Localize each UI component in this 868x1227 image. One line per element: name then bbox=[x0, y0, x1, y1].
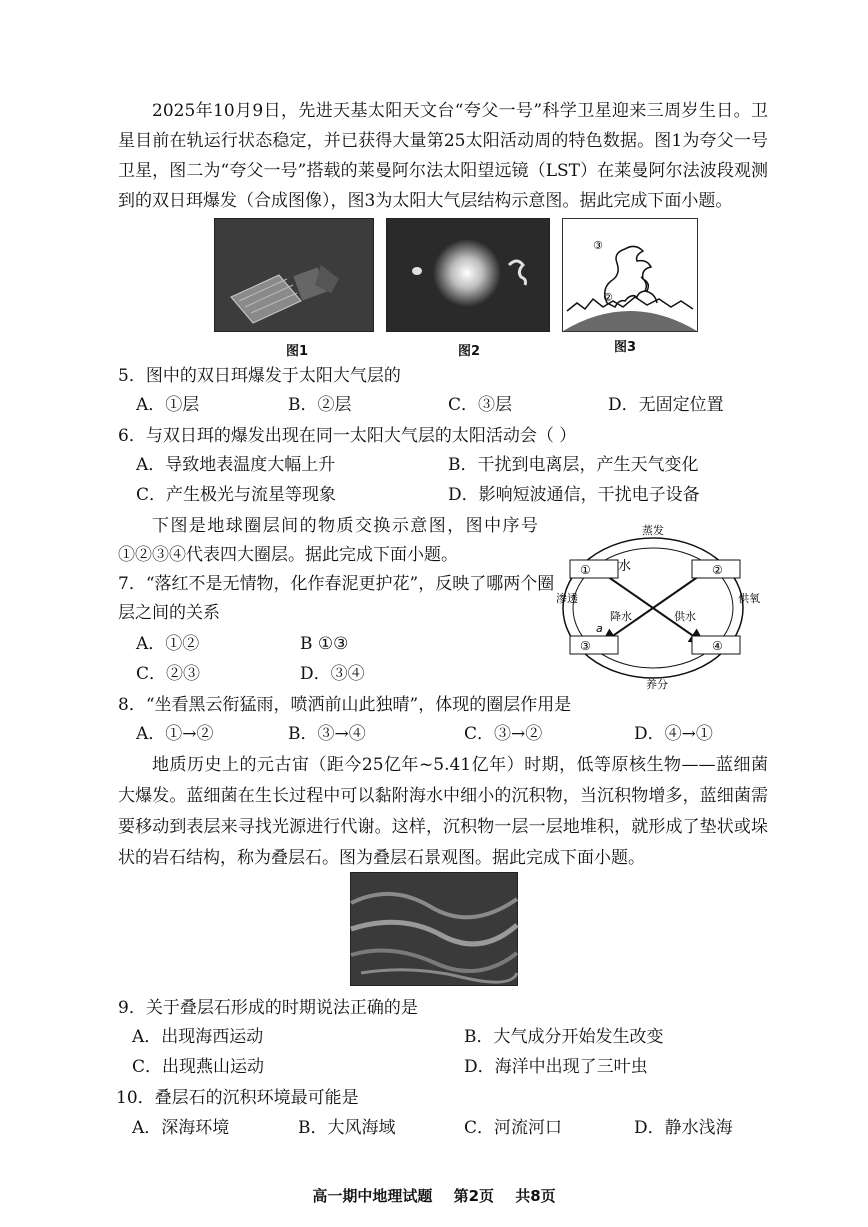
label-water-mark: 水 bbox=[618, 559, 632, 574]
q8-option-b[interactable]: B．③→④ bbox=[288, 724, 366, 744]
question-6-stem: 6．与双日珥的爆发出现在同一太阳大气层的太阳活动会（ ） bbox=[118, 426, 577, 446]
label-precipitation: 降水 bbox=[610, 610, 632, 623]
satellite-icon bbox=[215, 219, 373, 331]
label-infiltration: 渗透 bbox=[556, 592, 578, 605]
node-1-label: ① bbox=[580, 563, 591, 577]
q10-option-d[interactable]: D．静水浅海 bbox=[634, 1118, 733, 1138]
label-water-supply: 供水 bbox=[674, 610, 696, 623]
q10-option-a[interactable]: A．深海环境 bbox=[132, 1118, 230, 1138]
figure-3-solar-atmosphere-diagram bbox=[562, 218, 698, 332]
q7-option-a[interactable]: A．①② bbox=[136, 634, 200, 654]
q6-option-b[interactable]: B．干扰到电离层，产生天气变化 bbox=[448, 455, 699, 475]
q10-option-b[interactable]: B．大风海域 bbox=[298, 1118, 396, 1138]
question-5-stem: 5．图中的双日珥爆发于太阳大气层的 bbox=[118, 366, 401, 386]
q7-option-c[interactable]: C．②③ bbox=[136, 664, 201, 684]
node-4-label: ④ bbox=[712, 639, 723, 653]
fig3-label-3: ③ bbox=[593, 239, 603, 252]
question-10-stem: 10．叠层石的沉积环境最可能是 bbox=[116, 1088, 359, 1108]
node-3-label: ③ bbox=[580, 639, 591, 653]
q5-option-b[interactable]: B．②层 bbox=[288, 395, 352, 415]
stromatolite-photo bbox=[350, 872, 518, 986]
figure-1-caption: 图1 bbox=[286, 344, 309, 359]
q5-option-d[interactable]: D．无固定位置 bbox=[608, 395, 724, 415]
q10-option-c[interactable]: C．河流河口 bbox=[464, 1118, 563, 1138]
q7-option-d[interactable]: D．③④ bbox=[300, 664, 365, 684]
figure-2-prominence-image bbox=[386, 218, 550, 332]
q8-option-c[interactable]: C．③→② bbox=[464, 724, 543, 744]
footer-total-pages: 共8页 bbox=[515, 1187, 556, 1205]
intro-paragraph-spheres: 下图是地球圈层间的物质交换示意图，图中序号①②③④代表四大圈层。据此完成下面小题。 bbox=[118, 516, 538, 565]
footer-page-number: 第2页 bbox=[453, 1187, 494, 1205]
q8-option-a[interactable]: A．①→② bbox=[136, 724, 214, 744]
q6-option-a[interactable]: A．导致地表温度大幅上升 bbox=[136, 455, 336, 475]
fig3-label-2: ② bbox=[603, 291, 613, 304]
label-nutrients: 养分 bbox=[646, 678, 668, 691]
q5-option-a[interactable]: A．①层 bbox=[136, 395, 200, 415]
sphere-exchange-diagram bbox=[552, 522, 760, 694]
page-footer bbox=[0, 1185, 868, 1206]
q9-option-c[interactable]: C．出现燕山运动 bbox=[132, 1057, 265, 1077]
node-2-label: ② bbox=[712, 563, 723, 577]
question-7-stem-line-2: 层之间的关系 bbox=[118, 603, 220, 623]
q9-option-a[interactable]: A．出现海西运动 bbox=[132, 1027, 264, 1047]
figure-1-satellite-photo bbox=[214, 218, 374, 332]
question-7-stem-line-1: 7．“落红不是无情物，化作春泥更护花”，反映了哪两个圈 bbox=[118, 574, 555, 594]
q9-option-b[interactable]: B．大气成分开始发生改变 bbox=[464, 1027, 664, 1047]
intro-paragraph-stromatolite: 地质历史上的元古宙（距今25亿年~5.41亿年）时期，低等原核生物——蓝细菌大爆发。蓝细菌在生长过程中可以黏附海水中细小的沉积物，当沉积物增多，蓝细菌需要移动到表层来寻找光源进行代谢。这样，沉积物一层一层地堆积，就形成了垫状或垛状的岩石结构，称为叠层石。图为叠层石景观图。据此完成下面小题。 bbox=[118, 755, 768, 868]
question-8-stem: 8．“坐看黑云衔猛雨，喷洒前山此独晴”，体现的圈层作用是 bbox=[118, 695, 572, 715]
figure-3-caption: 图3 bbox=[614, 340, 637, 355]
figure-2-caption: 图2 bbox=[458, 344, 481, 359]
label-a-mark: a bbox=[596, 622, 603, 635]
q9-option-d[interactable]: D．海洋中出现了三叶虫 bbox=[464, 1057, 648, 1077]
intro-paragraph-solar: 2025年10月9日，先进天基太阳天文台“夸父一号”科学卫星迎来三周岁生日。卫星目前在轨运行状态稳定，并已获得大量第25太阳活动周的特色数据。图1为夸父一号卫星，图二为“夸父一号”搭载的莱曼阿尔法太阳望远镜（LST）在莱曼阿尔法波段观测到的双日珥爆发（合成图像），图3为太阳大气层结构示意图。据此完成下面小题。 bbox=[118, 101, 768, 211]
question-9-stem: 9．关于叠层石形成的时期说法正确的是 bbox=[118, 998, 418, 1018]
footer-exam-title: 高一期中地理试题 bbox=[312, 1187, 433, 1205]
q5-option-c[interactable]: C．③层 bbox=[448, 395, 513, 415]
q6-option-d[interactable]: D．影响短波通信，干扰电子设备 bbox=[448, 485, 700, 505]
label-oxygen-supply: 供氧 bbox=[738, 592, 760, 605]
label-evaporation: 蒸发 bbox=[642, 524, 664, 537]
q6-option-c[interactable]: C．产生极光与流星等现象 bbox=[136, 485, 337, 505]
q8-option-d[interactable]: D．④→① bbox=[634, 724, 713, 744]
sphere-node-3 bbox=[570, 636, 618, 654]
sphere-node-1 bbox=[570, 560, 618, 578]
q7-option-b[interactable]: B ①③ bbox=[300, 634, 349, 654]
